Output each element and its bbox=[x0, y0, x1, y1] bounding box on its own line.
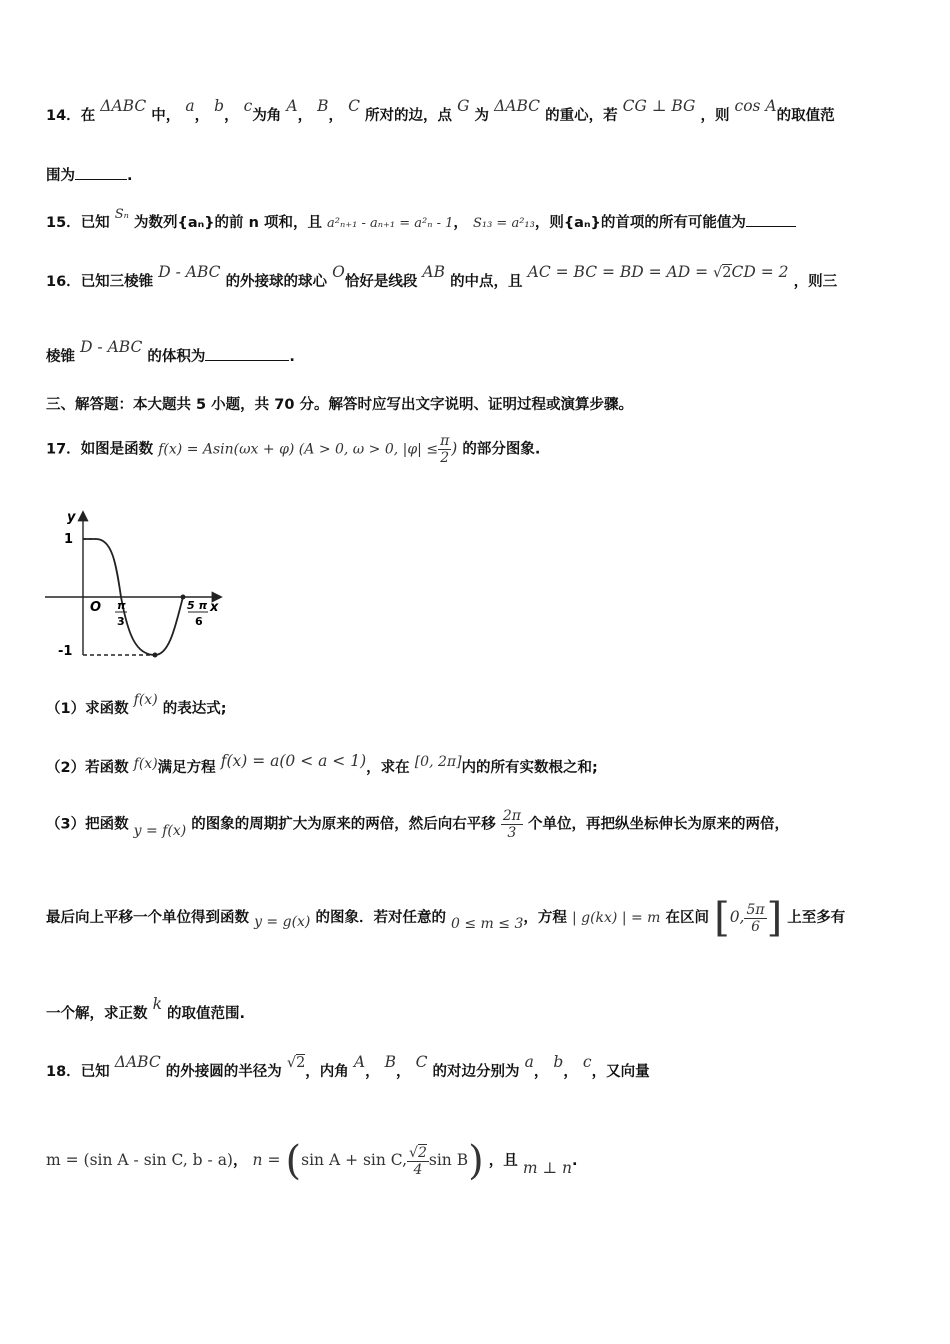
q18-line1: 18．已知 ΔABC 的外接圆的半径为 √2，内角 A， B， C 的对边分别为 a， b， c，又向量 bbox=[46, 1053, 650, 1080]
answer-blank bbox=[75, 167, 127, 180]
zero-point bbox=[181, 595, 186, 600]
y-label: y bbox=[67, 510, 76, 525]
tick-pi3-num: π bbox=[117, 599, 126, 612]
section-heading: 三、解答题：本大题共 5 小题，共 70 分。解答时应写出文字说明、证明过程或演算步骤。 bbox=[46, 397, 633, 413]
q17-part3-end: 一个解，求正数 k 的取值范围. bbox=[46, 995, 246, 1022]
q16-line1: 16．已知三棱锥 D - ABC 的外接球的球心 O恰好是线段 AB 的中点，且 AC = BC = BD = AD = √2CD = 2 ，则三 bbox=[46, 263, 838, 290]
q14-line2: 围为 . bbox=[46, 168, 133, 184]
tick-one: 1 bbox=[64, 532, 74, 547]
q17-part2: （2）若函数 f(x)满足方程 f(x) = a(0 < a < 1)，求在 [0, 2π]内的所有实数根之和; bbox=[46, 752, 598, 776]
answer-blank bbox=[205, 348, 289, 361]
q17-part1: （1）求函数 f(x) 的表达式; bbox=[46, 692, 227, 717]
q15-line: 15．已知 Sₙ 为数列{aₙ}的前 n 项和，且 a²ₙ₊₁ - aₙ₊₁ = a²ₙ - 1， S₁₃ = a²₁₃，则{aₙ}的首项的所有可能值为 bbox=[46, 211, 796, 232]
q14-line1: 14．在 ΔABC 中， a， b， c为角 A， B， C 所对的边，点 G 为 ΔABC 的重心，若 CG ⊥ BG ，则 cos A的取值范 bbox=[46, 97, 835, 124]
tick-5pi6-den: 6 bbox=[195, 615, 203, 628]
q17-part3-cont: 最后向上平移一个单位得到函数 y = g(x) 的图象．若对任意的 0 ≤ m ≤ 3，方程 | g(kx) | = m 在区间 [0, $\frac{5\pi}{6}$ ] 上至多有 bbox=[46, 895, 846, 941]
x-label: x bbox=[210, 600, 219, 615]
tick-pi3-den: 3 bbox=[117, 615, 125, 628]
min-point bbox=[153, 653, 158, 658]
answer-blank bbox=[746, 214, 796, 227]
q18-line2: m = (sin A - sin C, b - a)， n = (sin A + sin C, $\frac{√2}{4}$ sin B) ，且 m ⊥ n. bbox=[46, 1138, 578, 1184]
q17-line1: 17．如图是函数 f(x) = Asin(ωx + φ) (A > 0, ω > 0, |φ| ≤ $\frac{\pi}{2}$ ) 的部分图象. bbox=[46, 433, 541, 466]
tick-neg-one: -1 bbox=[58, 644, 73, 659]
q16-line2: 棱锥 D - ABC 的体积为 . bbox=[46, 338, 295, 365]
origin-label: O bbox=[90, 600, 102, 615]
tick-5pi6-num: 5 π bbox=[187, 599, 208, 612]
function-graph bbox=[40, 505, 230, 665]
q17-part3: （3）把函数 y = f(x) 的图象的周期扩大为原来的两倍，然后向右平移 $\frac{2\pi}{3}$ 个单位，再把纵坐标伸长为原来的两倍， bbox=[46, 808, 789, 841]
